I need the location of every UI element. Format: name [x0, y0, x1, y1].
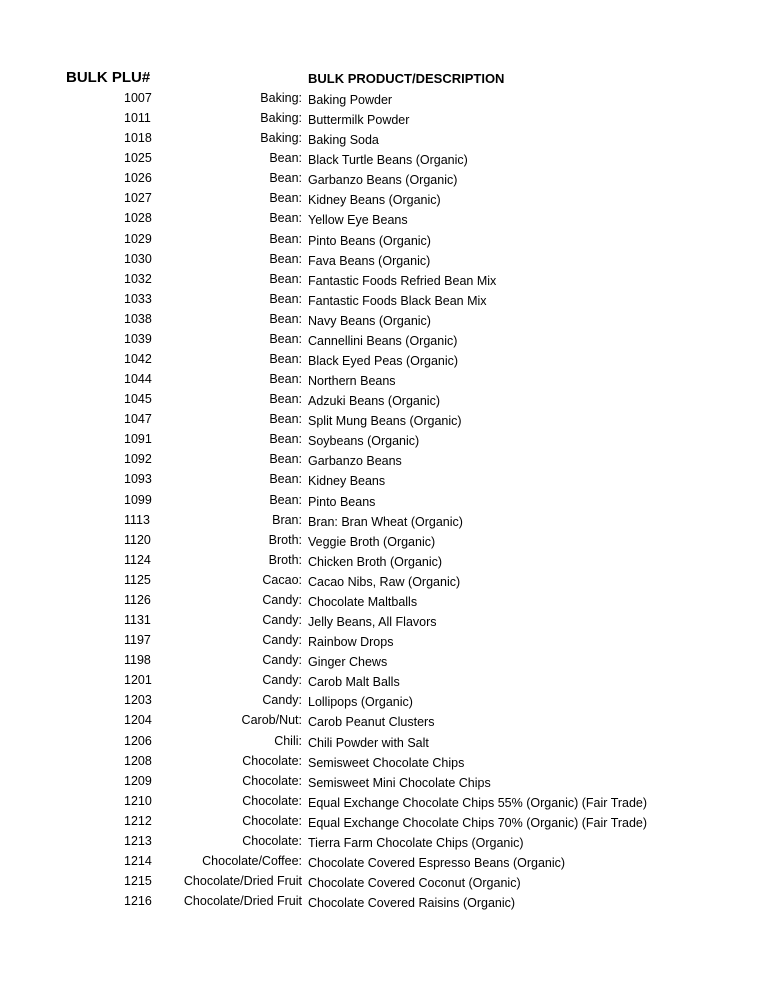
- list-item: [0, 893, 768, 913]
- product-description: Carob Peanut Clusters: [308, 715, 435, 730]
- product-description: Kidney Beans: [308, 474, 386, 489]
- list-item: [0, 371, 768, 391]
- product-category: Bean:: [269, 291, 302, 306]
- list-item: [0, 833, 768, 853]
- list-item: [0, 512, 768, 532]
- list-item: [0, 612, 768, 632]
- list-item: [0, 672, 768, 692]
- plu-number: 1204: [124, 713, 152, 728]
- product-category: Chocolate/Coffee:: [202, 853, 302, 868]
- list-item: [0, 110, 768, 130]
- plu-number: 1216: [124, 894, 152, 909]
- product-description: Chocolate Covered Raisins (Organic): [308, 896, 516, 911]
- list-item: [0, 210, 768, 230]
- product-category: Baking:: [260, 91, 302, 105]
- product-description: Semisweet Mini Chocolate Chips: [308, 775, 491, 790]
- product-description: Black Eyed Peas (Organic): [308, 354, 459, 369]
- list-item: [0, 451, 768, 471]
- list-item: [0, 291, 768, 311]
- list-item: [0, 873, 768, 893]
- product-description: Adzuki Beans (Organic): [308, 394, 441, 409]
- product-description: Pinto Beans (Organic): [308, 233, 431, 248]
- product-description: Navy Beans (Organic): [308, 313, 431, 328]
- product-category: Candy:: [262, 673, 302, 688]
- list-item: [0, 311, 768, 331]
- plu-number: 1038: [124, 311, 152, 326]
- list-item: [0, 753, 768, 773]
- list-item: [0, 712, 768, 732]
- plu-number: 1125: [124, 572, 151, 587]
- list-item: [0, 632, 768, 652]
- product-category: Candy:: [262, 613, 302, 628]
- list-item: [0, 692, 768, 712]
- product-category: Broth:: [268, 552, 302, 567]
- plu-number: 1214: [124, 853, 152, 868]
- product-description: Garbanzo Beans (Organic): [308, 173, 458, 188]
- plu-number: 1099: [124, 492, 152, 507]
- list-item: [0, 271, 768, 291]
- product-description: Northern Beans: [308, 374, 396, 389]
- plu-number: 1027: [124, 191, 152, 206]
- plu-number: 1124: [124, 552, 151, 567]
- plu-number: 1126: [124, 592, 151, 607]
- plu-number: 1091: [124, 432, 152, 447]
- list-item: [0, 190, 768, 210]
- plu-number: 1120: [124, 532, 151, 547]
- list-item: [0, 170, 768, 190]
- plu-number: 1206: [124, 733, 152, 748]
- product-category: Bean:: [269, 432, 302, 447]
- product-description: Cannellini Beans (Organic): [308, 333, 458, 348]
- product-description: Garbanzo Beans: [308, 454, 402, 469]
- plu-number: 1029: [124, 231, 152, 246]
- product-description: Equal Exchange Chocolate Chips 70% (Organic) (Fair Trade): [308, 815, 648, 830]
- plu-number: 1197: [124, 633, 151, 648]
- product-category: Bean:: [269, 472, 302, 487]
- description-column-header: BULK PRODUCT/DESCRIPTION: [308, 71, 505, 86]
- product-category: Baking:: [260, 131, 302, 146]
- product-description: Semisweet Chocolate Chips: [308, 755, 465, 770]
- list-item: [0, 130, 768, 150]
- plu-number: 1007: [124, 91, 152, 105]
- product-category: Chocolate:: [242, 753, 302, 768]
- product-category: Bean:: [269, 452, 302, 467]
- plu-number: 1092: [124, 452, 152, 467]
- product-category: Bean:: [269, 392, 302, 407]
- list-item: [0, 251, 768, 271]
- list-item: [0, 411, 768, 431]
- list-item: [0, 492, 768, 512]
- product-category: Chocolate:: [242, 773, 302, 788]
- list-item: [0, 793, 768, 813]
- product-description: Bran: Bran Wheat (Organic): [308, 514, 463, 529]
- plu-number: 1213: [124, 833, 152, 848]
- plu-number: 1047: [124, 412, 152, 427]
- product-category: Bean:: [269, 191, 302, 206]
- product-description: Chocolate Covered Espresso Beans (Organic): [308, 855, 566, 870]
- plu-number: 1033: [124, 291, 152, 306]
- list-item: [0, 853, 768, 873]
- list-item: [0, 351, 768, 371]
- product-description: Baking Powder: [308, 93, 393, 107]
- plu-number: 1215: [124, 874, 152, 889]
- product-category: Chocolate/Dried Fruit: [183, 894, 302, 909]
- plu-number: 1042: [124, 352, 152, 367]
- product-list: [0, 90, 768, 913]
- plu-number: 1018: [124, 131, 152, 146]
- plu-number: 1045: [124, 392, 152, 407]
- product-category: Candy:: [262, 693, 302, 708]
- product-category: Bean:: [269, 311, 302, 326]
- product-description: Soybeans (Organic): [308, 434, 420, 449]
- product-description: Rainbow Drops: [308, 635, 394, 650]
- product-category: Bean:: [269, 211, 302, 226]
- product-category: Candy:: [262, 653, 302, 668]
- product-description: Baking Soda: [308, 133, 379, 148]
- plu-number: 1210: [124, 793, 152, 808]
- list-item: [0, 552, 768, 572]
- product-description: Fantastic Foods Black Bean Mix: [308, 293, 487, 308]
- product-category: Bean:: [269, 492, 302, 507]
- list-item: [0, 532, 768, 552]
- plu-number: 1212: [124, 813, 152, 828]
- product-description: Jelly Beans, All Flavors: [308, 615, 437, 630]
- product-category: Bean:: [269, 271, 302, 286]
- product-category: Bean:: [269, 231, 302, 246]
- product-description: Pinto Beans: [308, 494, 376, 509]
- product-description: Chocolate Maltballs: [308, 594, 418, 609]
- product-description: Chocolate Covered Coconut (Organic): [308, 876, 521, 891]
- plu-number: 1201: [124, 673, 152, 688]
- product-category: Bean:: [269, 171, 302, 186]
- product-category: Bean:: [269, 352, 302, 367]
- list-item: [0, 572, 768, 592]
- product-description: Fantastic Foods Refried Bean Mix: [308, 273, 497, 288]
- product-category: Candy:: [262, 633, 302, 648]
- product-category: Bean:: [269, 412, 302, 427]
- product-description: Buttermilk Powder: [308, 113, 410, 128]
- list-item: [0, 652, 768, 672]
- product-description: Split Mung Beans (Organic): [308, 414, 462, 429]
- list-item: [0, 391, 768, 411]
- product-category: Chocolate:: [242, 813, 302, 828]
- product-category: Candy:: [262, 592, 302, 607]
- list-item: [0, 331, 768, 351]
- list-item: [0, 231, 768, 251]
- list-item: [0, 813, 768, 833]
- plu-number: 1032: [124, 271, 152, 286]
- product-description: Ginger Chews: [308, 655, 388, 670]
- plu-number: 1131: [124, 613, 151, 628]
- plu-number: 1044: [124, 372, 152, 387]
- plu-number: 1025: [124, 151, 152, 166]
- product-description: Chili Powder with Salt: [308, 735, 429, 750]
- list-item: [0, 592, 768, 612]
- plu-number: 1203: [124, 693, 152, 708]
- product-category: Bran:: [272, 512, 302, 527]
- plu-number: 1208: [124, 753, 152, 768]
- product-description: Carob Malt Balls: [308, 675, 400, 690]
- product-description: Lollipops (Organic): [308, 695, 413, 710]
- product-description: Kidney Beans (Organic): [308, 193, 441, 208]
- product-description: Fava Beans (Organic): [308, 253, 431, 268]
- product-category: Carob/Nut:: [241, 713, 302, 728]
- product-category: Chocolate:: [242, 833, 302, 848]
- plu-number: 1030: [124, 251, 152, 266]
- list-item: [0, 90, 768, 110]
- list-item: [0, 471, 768, 491]
- product-description: Yellow Eye Beans: [308, 213, 408, 228]
- plu-number: 1039: [124, 331, 152, 346]
- product-description: Equal Exchange Chocolate Chips 55% (Organic) (Fair Trade): [308, 795, 648, 810]
- product-category: Bean:: [269, 251, 302, 266]
- product-category: Chocolate/Dried Fruit: [183, 874, 302, 889]
- product-description: Cacao Nibs, Raw (Organic): [308, 574, 461, 589]
- product-category: Baking:: [260, 111, 302, 126]
- product-category: Bean:: [269, 331, 302, 346]
- plu-number: 1198: [124, 653, 151, 668]
- plu-number: 1093: [124, 472, 152, 487]
- plu-number: 1209: [124, 773, 152, 788]
- plu-number: 1113: [124, 512, 150, 527]
- list-item: [0, 431, 768, 451]
- plu-number: 1011: [124, 111, 151, 126]
- list-item: [0, 773, 768, 793]
- list-item: [0, 150, 768, 170]
- product-category: Broth:: [268, 532, 302, 547]
- product-description: Chicken Broth (Organic): [308, 554, 443, 569]
- product-category: Chili:: [274, 733, 302, 748]
- plu-column-header: BULK PLU#: [66, 69, 151, 86]
- product-description: Veggie Broth (Organic): [308, 534, 436, 549]
- product-description: Black Turtle Beans (Organic): [308, 153, 468, 168]
- product-description: Tierra Farm Chocolate Chips (Organic): [308, 835, 524, 850]
- plu-number: 1028: [124, 211, 152, 226]
- product-category: Cacao:: [262, 572, 302, 587]
- product-category: Bean:: [269, 372, 302, 387]
- product-category: Bean:: [269, 151, 302, 166]
- product-category: Chocolate:: [242, 793, 302, 808]
- list-item: [0, 733, 768, 753]
- plu-number: 1026: [124, 171, 152, 186]
